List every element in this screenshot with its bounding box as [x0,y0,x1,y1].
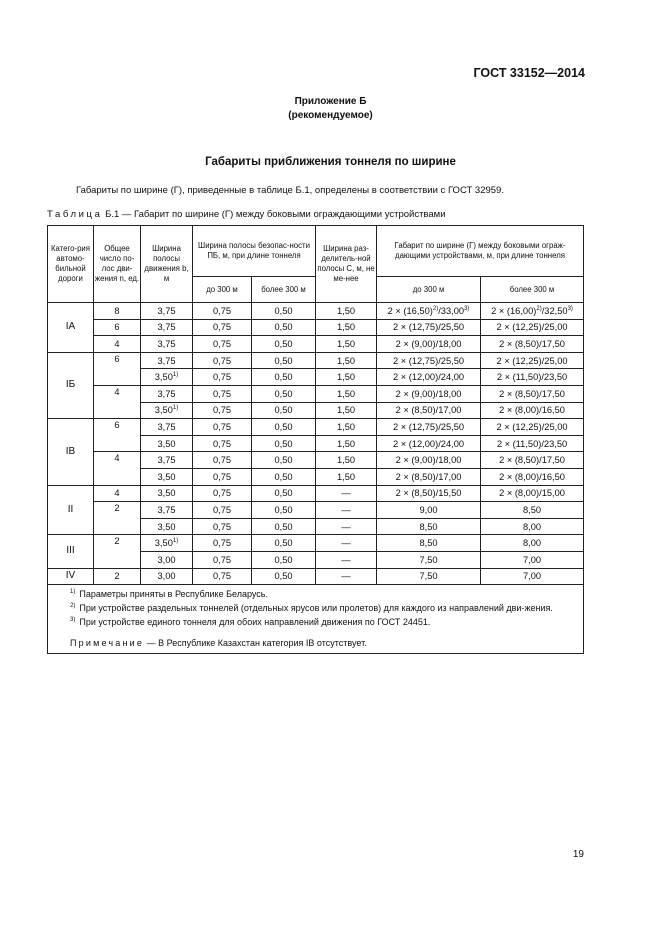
cell-text: 3,50 [157,471,176,482]
safety-strip-upto300-cell: 0,75 [193,369,252,386]
table-row [48,336,584,353]
cell-text: 2 × (12,75)/25,50 [392,322,465,333]
lane-width-cell [141,551,193,568]
lane-width-cell [141,369,193,386]
gabarit-table [47,225,584,654]
safety-strip-upto300-cell: 0,75 [193,352,252,369]
cell-text: 2 × (8,50)/15,50 [395,488,462,499]
safety-strip-over300-cell: 0,50 [252,419,316,436]
header-safety-strip: Ширина полосы безопас-ности ПБ, м, при длине тоннеля [193,226,316,277]
cell-text: 8,00 [522,521,542,532]
gabarit-upto300-cell [377,435,481,452]
gabarit-upto300-cell [377,518,481,535]
cell-text: 2 × (12,75)/25,50 [392,421,465,432]
table-note [60,637,575,649]
lane-count-cell: 2 [94,535,141,568]
cell-text: 3,50 [154,538,173,549]
cell-text: 3,75 [157,455,176,466]
cell-text: 3,50 [157,438,176,449]
gabarit-over300-cell [481,336,584,353]
header-g-over300: более 300 м [481,277,584,303]
cell-text: 3,75 [157,338,176,349]
gabarit-over300-cell [481,535,584,552]
cell-text: 2 × (9,00)/18,00 [395,455,462,466]
gabarit-upto300-cell [377,385,481,402]
safety-strip-over300-cell: 0,50 [252,402,316,419]
gabarit-over300-cell [481,518,584,535]
gabarit-upto300-cell [377,336,481,353]
footnote-ref: 1) [172,405,179,412]
appendix-heading [0,95,661,123]
divider-cell: 1,50 [316,402,377,419]
table-caption-text: Б.1 — Габарит по ширине (Г) между боковыми ограждающими устройствами [102,209,446,220]
safety-strip-upto300-cell: 0,75 [193,385,252,402]
lane-width-cell [141,485,193,502]
divider-cell: 1,50 [316,336,377,353]
lane-width-cell [141,535,193,552]
gabarit-over300-cell [481,452,584,469]
divider-cell: 1,50 [316,468,377,485]
gabarit-over300-cell [481,352,584,369]
header-g-upto300: до 300 м [377,277,481,303]
cell-text: 3,75 [157,305,176,316]
cell-text: 2 × (9,00)/18,00 [395,388,462,399]
footnote-mark: 2) [70,603,76,610]
cell-text: 7,00 [522,571,542,582]
table-row [48,385,584,402]
table-row [48,319,584,336]
cell-text: 7,50 [419,571,438,582]
cell-text: 2 × (16,50) [387,305,433,316]
cell-text: 2 × (9,00)/18,00 [395,338,462,349]
lane-width-cell [141,468,193,485]
gabarit-upto300-cell [377,551,481,568]
divider-cell: — [316,551,377,568]
footnotes-cell [48,585,584,654]
cell-text: 2 × (12,25)/25,00 [496,322,568,333]
table-caption [47,209,446,220]
gabarit-over300-cell [481,502,584,519]
safety-strip-upto300-cell: 0,75 [193,419,252,436]
lane-count-cell: 4 [94,385,141,418]
divider-cell: — [316,535,377,552]
gabarit-over300-cell [481,435,584,452]
cell-text: 2 × (12,25)/25,00 [496,355,568,366]
cell-text: 3,75 [157,322,176,333]
lane-count-cell: 6 [94,419,141,452]
safety-strip-over300-cell: 0,50 [252,568,316,585]
header-pb-upto300: до 300 м [193,277,252,303]
footnote-ref: 3) [567,305,573,312]
cell-text: 2 × (12,00)/24,00 [392,438,465,449]
gabarit-upto300-cell [377,303,481,320]
divider-cell: 1,50 [316,369,377,386]
safety-strip-over300-cell: 0,50 [252,435,316,452]
footnote-ref: 2) [536,305,542,312]
header-pb-over300: более 300 м [252,277,316,303]
divider-cell: — [316,568,377,585]
safety-strip-upto300-cell: 0,75 [193,336,252,353]
cell-text: 3,50 [154,405,173,416]
cell-text: 3,75 [157,504,176,515]
lane-width-cell [141,452,193,469]
cell-text: /33,00 [438,305,465,316]
lane-width-cell [141,319,193,336]
gabarit-upto300-cell [377,352,481,369]
gabarit-over300-cell [481,551,584,568]
cell-text: 2 × (8,50)/17,00 [395,405,462,416]
appendix-title: Приложение Б [294,96,367,107]
cell-text: 2 × (8,00)/15,00 [499,488,565,499]
table-row [48,535,584,552]
safety-strip-over300-cell: 0,50 [252,385,316,402]
cell-text: 9,00 [419,504,438,515]
cell-text: 2 × (16,00) [491,305,537,316]
footnotes-row [48,585,584,654]
cell-text: 3,75 [157,355,176,366]
footnote-text: Параметры приняты в Республике Беларусь. [79,589,268,600]
cell-text: /32,50 [541,305,568,316]
safety-strip-over300-cell: 0,50 [252,518,316,535]
cell-text: 8,50 [419,538,438,549]
footnote [60,588,575,600]
cell-text: 2 × (8,50)/17,50 [499,388,565,399]
gabarit-upto300-cell [377,452,481,469]
safety-strip-upto300-cell: 0,75 [193,435,252,452]
safety-strip-over300-cell: 0,50 [252,452,316,469]
category-cell: IV [48,568,94,585]
category-cell: IA [48,303,94,353]
cell-text: 2 × (8,00)/16,50 [499,471,565,482]
safety-strip-upto300-cell: 0,75 [193,551,252,568]
safety-strip-over300-cell: 0,50 [252,468,316,485]
table-row [48,568,584,585]
cell-text: 3,50 [154,372,173,383]
cell-text: 3,75 [157,388,176,399]
footnote-mark: 1) [70,589,76,596]
header-divider: Ширина раз-делитель-ной полосы С, м, не ме-нее [316,226,377,303]
footnote [60,602,575,614]
footnote [60,616,575,628]
footnote-ref: 3) [464,305,470,312]
footnote-text: При устройстве единого тоннеля для обоих направлений движения по ГОСТ 24451. [79,617,431,628]
cell-text: 7,00 [522,554,542,565]
lane-width-cell [141,419,193,436]
cell-text: 2 × (11,50)/23,50 [496,372,568,383]
gabarit-over300-cell [481,419,584,436]
gabarit-upto300-cell [377,369,481,386]
cell-text: 2 × (8,50)/17,00 [395,471,462,482]
gabarit-over300-cell [481,468,584,485]
header-lanes: Общее число по-лос дви-жения n, ед. [94,226,141,303]
table-note-text: — В Республике Казахстан категория IB отсутствует. [144,638,367,649]
cell-text: 3,50 [157,488,176,499]
gabarit-over300-cell [481,303,584,320]
safety-strip-upto300-cell: 0,75 [193,452,252,469]
category-cell: II [48,485,94,535]
divider-cell: 1,50 [316,419,377,436]
safety-strip-over300-cell: 0,50 [252,336,316,353]
table-row [48,502,584,519]
lane-width-cell [141,402,193,419]
table-note-label: Примечание [70,638,145,649]
divider-cell: — [316,518,377,535]
footnote-ref: 1) [172,372,179,379]
header-gabarit: Габарит по ширине (Г) между боковыми ограж-дающими устройствами, м, при длине тоннеля [377,226,584,277]
header-category: Катего-рия автомо-бильной дороги [48,226,94,303]
safety-strip-over300-cell: 0,50 [252,319,316,336]
gabarit-over300-cell [481,402,584,419]
category-cell: III [48,535,94,568]
lane-count-cell: 6 [94,352,141,385]
safety-strip-upto300-cell: 0,75 [193,319,252,336]
table-caption-label: Таблица [47,209,103,220]
footnote-ref: 1) [172,538,179,545]
divider-cell: — [316,485,377,502]
cell-text: 2 × (8,00)/16,50 [499,405,565,416]
gabarit-upto300-cell [377,568,481,585]
table-row [48,303,584,320]
cell-text: 2 × (12,00)/24,00 [392,372,465,383]
footnote-ref: 2) [432,305,439,312]
gabarit-upto300-cell [377,319,481,336]
safety-strip-over300-cell: 0,50 [252,352,316,369]
cell-text: 7,50 [419,554,438,565]
table-row [48,452,584,469]
cell-text: 3,00 [157,554,176,565]
lane-width-cell [141,568,193,585]
gabarit-over300-cell [481,369,584,386]
cell-text: 8,50 [522,504,542,515]
safety-strip-upto300-cell: 0,75 [193,485,252,502]
table-row [48,352,584,369]
lane-count-cell: 2 [94,502,141,535]
section-title: Габариты приближения тоннеля по ширине [205,156,456,168]
safety-strip-upto300-cell: 0,75 [193,502,252,519]
page-number: 19 [572,849,584,860]
cell-text: 2 × (12,75)/25,50 [392,355,465,366]
footnote-mark: 3) [70,617,76,624]
safety-strip-upto300-cell: 0,75 [193,468,252,485]
divider-cell: 1,50 [316,452,377,469]
header-lane-width: Ширина полосы движения b, м [141,226,193,303]
lane-count-cell: 4 [94,336,141,353]
safety-strip-over300-cell: 0,50 [252,551,316,568]
lane-width-cell [141,385,193,402]
document-header: ГОСТ 33152—2014 [473,66,585,80]
lane-count-cell: 4 [94,452,141,485]
lane-count-cell: 8 [94,303,141,320]
footnote-text: При устройстве раздельных тоннелей (отдельных ярусов или пролетов) для каждого из направлений дви-жения. [79,603,553,614]
safety-strip-over300-cell: 0,50 [252,369,316,386]
divider-cell: 1,50 [316,352,377,369]
gabarit-over300-cell [481,568,584,585]
gabarit-upto300-cell [377,419,481,436]
gabarit-over300-cell [481,385,584,402]
safety-strip-upto300-cell: 0,75 [193,535,252,552]
category-cell: IB [48,419,94,485]
cell-text: 2 × (8,50)/17,50 [499,338,565,349]
lane-width-cell [141,518,193,535]
gabarit-upto300-cell [377,402,481,419]
appendix-subtitle: (рекомендуемое) [288,110,373,121]
lane-width-cell [141,336,193,353]
cell-text: 8,00 [522,538,542,549]
lane-count-cell: 2 [94,568,141,585]
lane-width-cell [141,352,193,369]
lane-width-cell [141,435,193,452]
gabarit-over300-cell [481,319,584,336]
cell-text: 8,50 [419,521,438,532]
lane-width-cell [141,502,193,519]
divider-cell: 1,50 [316,319,377,336]
gabarit-upto300-cell [377,535,481,552]
safety-strip-upto300-cell: 0,75 [193,303,252,320]
divider-cell: 1,50 [316,303,377,320]
safety-strip-upto300-cell: 0,75 [193,518,252,535]
header-row [48,226,584,277]
divider-cell: 1,50 [316,435,377,452]
lane-count-cell: 4 [94,485,141,502]
lane-width-cell [141,303,193,320]
safety-strip-over300-cell: 0,50 [252,535,316,552]
divider-cell: — [316,502,377,519]
gabarit-over300-cell [481,485,584,502]
lane-count-cell: 6 [94,319,141,336]
divider-cell: 1,50 [316,385,377,402]
gabarit-upto300-cell [377,485,481,502]
safety-strip-upto300-cell: 0,75 [193,568,252,585]
gabarit-upto300-cell [377,468,481,485]
gabarit-upto300-cell [377,502,481,519]
safety-strip-over300-cell: 0,50 [252,303,316,320]
safety-strip-upto300-cell: 0,75 [193,402,252,419]
cell-text: 2 × (12,25)/25,00 [496,421,568,432]
table-row [48,485,584,502]
cell-text: 3,75 [157,421,176,432]
cell-text: 2 × (8,50)/17,50 [499,455,565,466]
cell-text: 3,50 [157,521,176,532]
cell-text: 3,00 [157,571,176,582]
safety-strip-over300-cell: 0,50 [252,502,316,519]
safety-strip-over300-cell: 0,50 [252,485,316,502]
intro-paragraph: Габариты по ширине (Г), приведенные в таблице Б.1, определены в соответствии с ГОСТ 32959. [76,185,504,196]
cell-text: 2 × (11,50)/23,50 [496,438,568,449]
category-cell: IБ [48,352,94,418]
table-row [48,419,584,436]
